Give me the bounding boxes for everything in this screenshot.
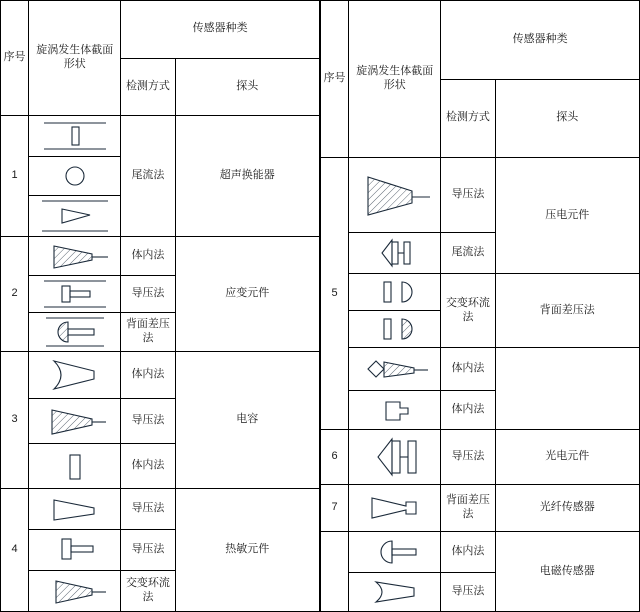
cell-method: 背面差压法 [121, 313, 175, 352]
header-method: 检测方式 [121, 58, 175, 116]
cell-probe: 热敏元件 [175, 489, 319, 612]
cell-method: 导压法 [121, 399, 175, 444]
header-method: 检测方式 [441, 79, 495, 158]
table-row [321, 158, 640, 233]
cell-method: 导压法 [441, 573, 495, 612]
shape-trapezoid-plain [29, 196, 121, 237]
header-seq: 序号 [1, 1, 29, 116]
shape-bar-vertical [29, 116, 121, 157]
right-table [320, 0, 640, 612]
cell-seq: 6 [321, 430, 349, 485]
header-sensor-group: 传感器种类 [121, 1, 320, 59]
shape-trapezoid-plain-wide [29, 489, 121, 530]
shape-tee-bar-2 [29, 530, 121, 571]
shape-trapezoid-hatched-big [349, 158, 441, 233]
cell-method: 导压法 [441, 158, 495, 233]
table-row [1, 237, 320, 276]
table-header-row [1, 1, 320, 59]
cell-method: 导压法 [121, 489, 175, 530]
table-row [321, 485, 640, 532]
header-probe: 探头 [175, 58, 319, 116]
cell-method: 背面差压法 [441, 485, 495, 532]
table-row [1, 116, 320, 157]
cell-probe: 超声换能器 [175, 116, 319, 237]
table-row [1, 489, 320, 530]
header-shape: 旋涡发生体截面形状 [349, 1, 441, 158]
shape-wedge-curved [29, 352, 121, 399]
cell-probe-empty [495, 348, 639, 430]
shape-mushroom-tee [29, 313, 121, 352]
shape-trapezoid-hatched-3 [29, 571, 121, 612]
header-seq: 序号 [321, 1, 349, 158]
shape-trapezoid-hatched [29, 237, 121, 276]
shape-trapezoid-step [349, 485, 441, 532]
shape-bar-and-halfcircles [349, 274, 441, 311]
table-row [321, 430, 640, 485]
shape-trapezoid-hatched-2 [29, 399, 121, 444]
cell-method: 导压法 [441, 430, 495, 485]
cell-method: 交变环流法 [121, 571, 175, 612]
cell-method: 体内法 [441, 532, 495, 573]
shape-bar-hatched-pair [349, 311, 441, 348]
shape-wedge-curved-2 [349, 573, 441, 612]
cell-probe: 电磁传感器 [495, 532, 639, 612]
table-row [321, 532, 640, 573]
cell-probe: 光纤传感器 [495, 485, 639, 532]
shape-rect-tall [29, 444, 121, 489]
cell-method: 体内法 [121, 352, 175, 399]
shape-double-arrow-h-big [349, 430, 441, 485]
table-row [321, 274, 640, 311]
cell-seq: 4 [1, 489, 29, 612]
cell-probe: 压电元件 [495, 158, 639, 274]
shape-diamond-trapezoid [349, 348, 441, 391]
header-shape: 旋涡发生体截面形状 [29, 1, 121, 116]
table-row [321, 348, 640, 391]
header-sensor-group: 传感器种类 [441, 1, 640, 80]
cell-probe: 电容 [175, 352, 319, 489]
header-probe: 探头 [495, 79, 639, 158]
cell-method: 体内法 [441, 348, 495, 391]
shape-circle [29, 157, 121, 196]
cell-method: 导压法 [121, 276, 175, 313]
table-header-row [321, 1, 640, 80]
cell-method: 体内法 [121, 444, 175, 489]
shape-halfcircle-tee [349, 532, 441, 573]
cell-seq: 5 [321, 158, 349, 430]
cell-method: 体内法 [121, 237, 175, 276]
cell-probe: 背面差压法 [495, 274, 639, 348]
shape-tee-small [349, 391, 441, 430]
cell-seq: 3 [1, 352, 29, 489]
cell-probe: 光电元件 [495, 430, 639, 485]
cell-method: 体内法 [441, 391, 495, 430]
cell-method: 导压法 [121, 530, 175, 571]
table-row [1, 352, 320, 399]
cell-method: 尾流法 [121, 116, 175, 237]
shape-double-arrow-h [349, 233, 441, 274]
cell-seq: 1 [1, 116, 29, 237]
shape-tee-bar [29, 276, 121, 313]
cell-probe: 应变元件 [175, 237, 319, 352]
cell-seq: 7 [321, 485, 349, 532]
cell-seq: 2 [1, 237, 29, 352]
cell-seq [321, 532, 349, 612]
cell-method: 尾流法 [441, 233, 495, 274]
cell-method: 交变环流法 [441, 274, 495, 348]
